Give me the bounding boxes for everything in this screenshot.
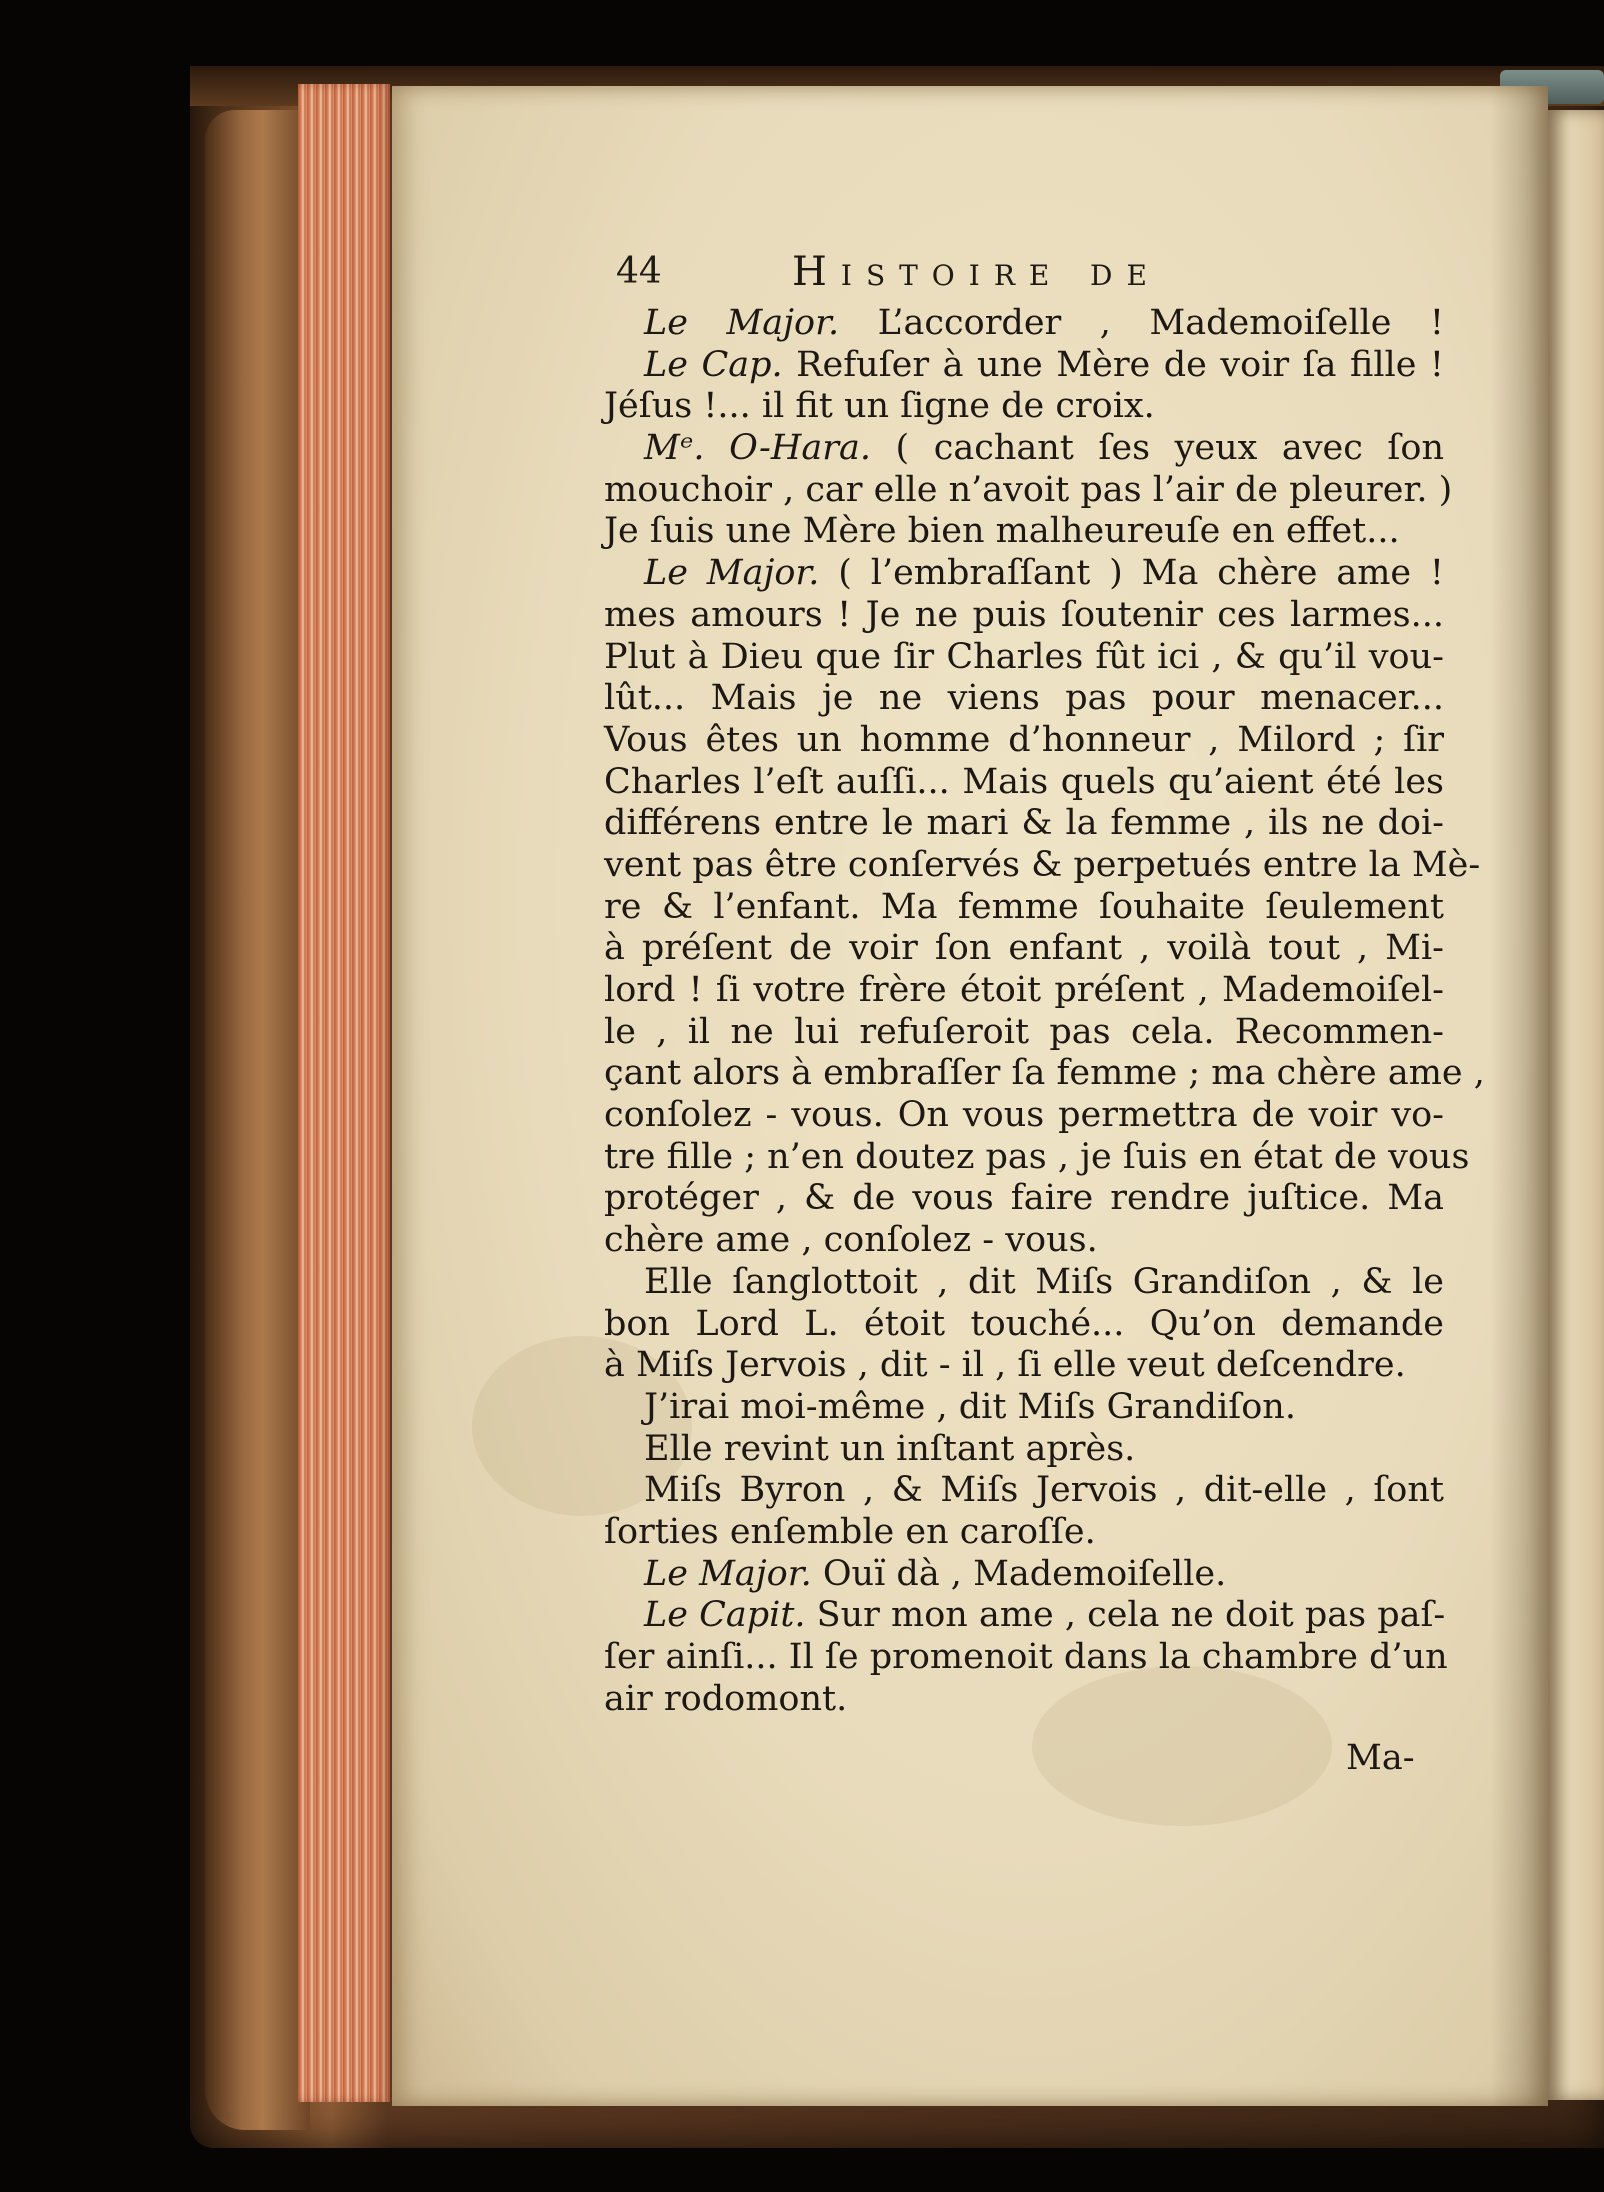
cover-spine-edge	[205, 110, 310, 2130]
line-text: mouchoir , car elle n’avoit pas l’air de pleurer. )	[604, 469, 1453, 510]
text-line	[604, 678, 1444, 720]
line-text: différens entre le mari & la femme , ils ne doi-	[604, 803, 1444, 844]
text-line	[604, 720, 1444, 762]
text-line	[604, 1095, 1444, 1137]
speaker-name: Le Cap.	[644, 344, 783, 385]
text-line	[604, 303, 1444, 345]
line-text: Elle revint un inſtant après.	[644, 1428, 1136, 1469]
text-line	[604, 1679, 1444, 1721]
text-line	[604, 345, 1444, 387]
line-text: Plut à Dieu que ſir Charles fût ici , & qu’il vou-	[604, 636, 1444, 677]
text-line	[604, 1262, 1444, 1304]
text-line	[604, 1595, 1444, 1637]
running-head	[616, 244, 1256, 300]
facing-page-edge	[1548, 110, 1604, 2100]
text-line	[604, 1429, 1444, 1471]
line-text: çant alors à embraſſer ſa femme ; ma chère ame ,	[604, 1053, 1485, 1094]
text-line	[604, 970, 1444, 1012]
line-text: Miſs Byron , & Miſs Jervois , dit-elle , ſont	[644, 1470, 1444, 1511]
body-text	[604, 303, 1485, 1720]
text-line	[604, 1512, 1444, 1554]
text-line	[604, 1304, 1444, 1346]
speaker-name: Mᵉ. O-Hara.	[644, 428, 871, 469]
line-text: J’irai moi-même , dit Miſs Grandiſon.	[644, 1386, 1296, 1427]
red-page-edges	[298, 84, 390, 2102]
line-text: Elle ſanglottoit , dit Miſs Grandiſon , & le	[644, 1261, 1444, 1302]
line-text: Vous êtes un homme d’honneur , Milord ; ſir	[604, 719, 1444, 760]
text-line	[604, 1345, 1444, 1387]
speaker-name: Le Capit.	[644, 1595, 806, 1636]
line-text: le , il ne lui refuſeroit pas cela. Recommen-	[604, 1011, 1444, 1052]
text-line	[604, 637, 1444, 679]
line-text: tre fille ; n’en doutez pas , je ſuis en état de vous	[604, 1136, 1470, 1177]
line-text: air rodomont.	[604, 1678, 848, 1719]
speaker-name: Le Major.	[644, 303, 840, 343]
text-line	[604, 1178, 1444, 1220]
text-line	[604, 1637, 1448, 1679]
text-line	[604, 386, 1444, 428]
line-text: vent pas être conſervés & perpetués entre la Mè-	[604, 844, 1481, 885]
gutter-shadow	[1490, 86, 1548, 2106]
text-line	[604, 511, 1444, 553]
line-text: ſer ainſi... Il ſe promenoit dans la chambre d’un	[604, 1637, 1448, 1677]
line-text: Sur mon ame , cela ne doit pas paſ-	[805, 1595, 1446, 1636]
line-text: Je ſuis une Mère bien malheureuſe en effet...	[604, 511, 1400, 552]
line-text: re & l’enfant. Ma femme ſouhaite ſeulement	[604, 886, 1444, 927]
text-line	[604, 1554, 1444, 1596]
line-text: lût... Mais je ne viens pas pour menacer...	[604, 678, 1444, 719]
text-line	[604, 428, 1444, 470]
running-title: Histoire de	[792, 249, 1161, 295]
line-text: conſolez - vous. On vous permettra de voir vo-	[604, 1095, 1444, 1136]
line-text: mes amours ! Je ne puis ſoutenir ces larmes...	[604, 594, 1444, 635]
line-text: ſorties enſemble en caroſſe.	[604, 1511, 1096, 1552]
text-line	[604, 1387, 1444, 1429]
line-text: protéger , & de vous faire rendre juſtice. Ma	[604, 1178, 1444, 1219]
text-line	[604, 928, 1444, 970]
line-text: ( l’embraſſant ) Ma chère ame !	[819, 553, 1444, 594]
text-line	[604, 1470, 1444, 1512]
page-number: 44	[616, 251, 662, 292]
speaker-name: Le Major.	[644, 553, 820, 594]
line-text: à Miſs Jervois , dit - il , ſi elle veut deſcendre.	[604, 1345, 1406, 1386]
text-line	[604, 844, 1481, 887]
line-text: Ouï dà , Mademoiſelle.	[811, 1553, 1227, 1594]
text-line	[604, 553, 1444, 595]
text-line	[604, 595, 1444, 637]
text-line	[604, 469, 1453, 512]
text-line	[604, 887, 1444, 929]
line-text: à préſent de voir ſon enfant , voilà tout , Mi-	[604, 928, 1444, 969]
line-text: bon Lord L. étoit touché... Qu’on demande	[604, 1303, 1444, 1344]
text-line	[604, 803, 1444, 845]
line-text: Charles l’eſt auſſi... Mais quels qu’aient été les	[604, 761, 1444, 802]
line-text: chère ame , conſolez - vous.	[604, 1220, 1098, 1261]
speaker-name: Le Major.	[644, 1553, 812, 1594]
line-text: Jéſus !... il fit un ſigne de croix.	[604, 386, 1155, 427]
text-line	[604, 1012, 1444, 1054]
line-text: ( cachant ſes yeux avec ſon	[871, 428, 1444, 469]
text-line	[604, 1136, 1470, 1179]
text-line	[604, 762, 1444, 804]
catchword: Ma-	[1346, 1738, 1415, 1778]
text-line	[604, 1053, 1485, 1095]
text-line	[604, 1220, 1444, 1262]
line-text: lord ! ſi votre frère étoit préſent , Mademoiſel-	[604, 970, 1444, 1010]
line-text: Refuſer à une Mère de voir ſa fille !	[782, 344, 1444, 385]
line-text: L’accorder , Mademoiſelle !	[839, 303, 1444, 343]
